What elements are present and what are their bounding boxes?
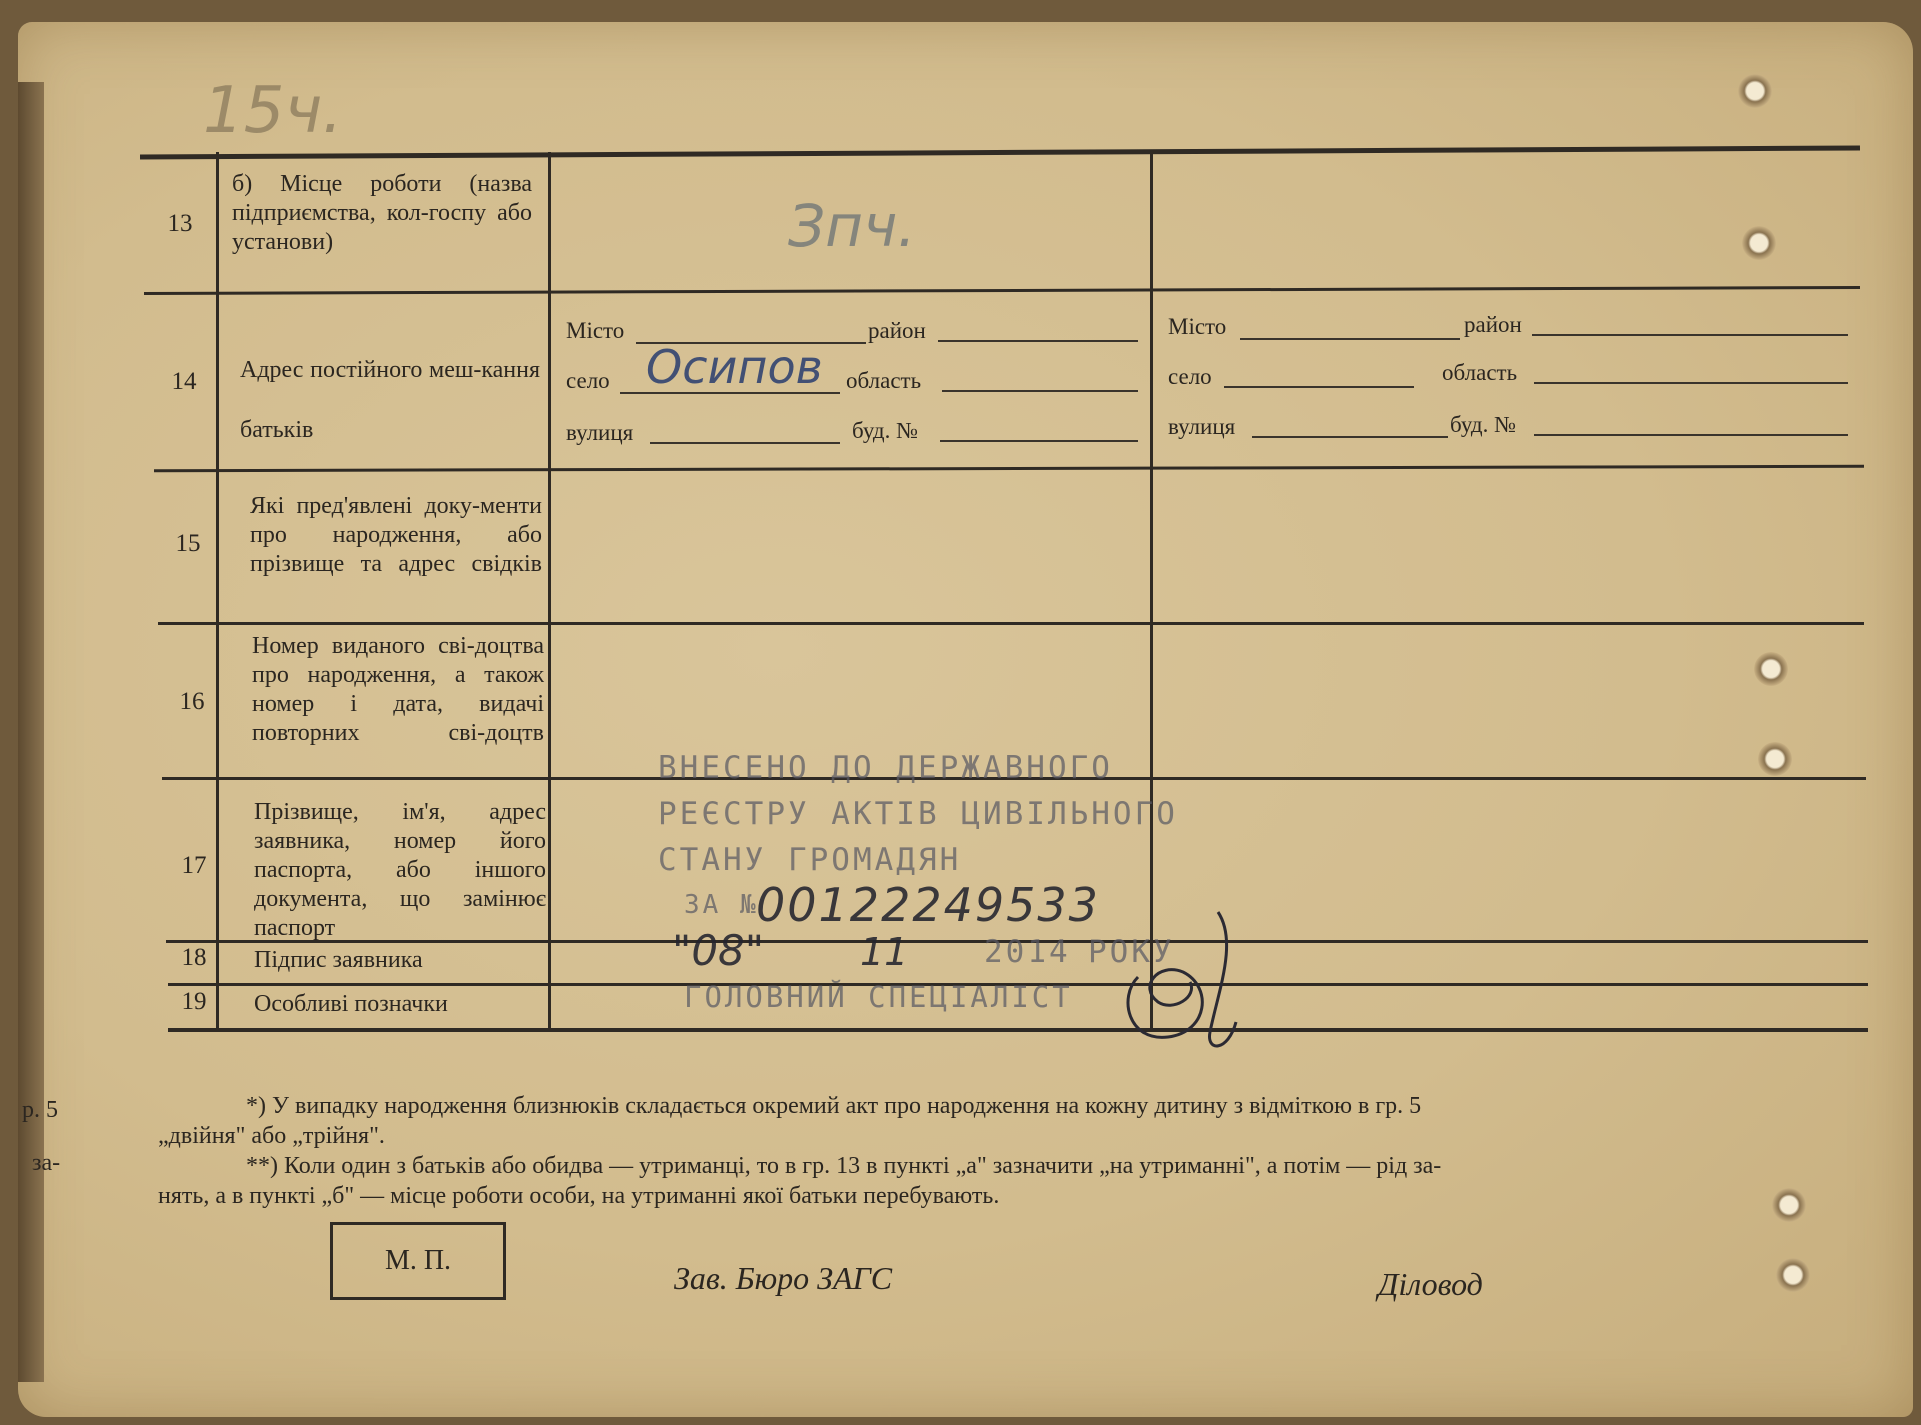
handwritten-page-number: 15ч. [203,74,343,148]
row-label-13: б) Місце роботи (назва підприємства, кол-госпу або установи) [232,171,532,255]
col-divider-parents [1150,152,1153,1030]
punch-hole [1738,74,1772,108]
city-line-2 [1240,338,1460,340]
city-label-1: Місто [566,318,625,343]
street-label-1: вулиця [566,420,634,445]
village-handwritten: Осипов [646,340,823,394]
table-bottom-border [168,1028,1868,1032]
street-label-2: вулиця [1168,414,1236,439]
city-label-2: Місто [1168,314,1227,339]
stamp-line-2: РЕЄСТРУ АКТІВ ЦИВІЛЬНОГО [658,796,1178,832]
row-label-18: Підпис заявника [254,947,423,973]
row-label-15: Які пред'явлені доку-менти про народження, або прізвище та адрес свідків [250,493,542,577]
row-divider-13-14 [144,286,1860,295]
row-number-13: 13 [167,210,193,237]
village-label-1: село [566,368,610,393]
street-line-1 [650,442,840,444]
punch-hole [1754,652,1788,686]
document-sheet [18,22,1913,1417]
row-label-19: Особливі позначки [254,991,448,1017]
margin-text-top: р. 5 [22,1097,58,1123]
clerk-label: Діловод [1378,1266,1483,1302]
row-number-15: 15 [175,530,201,557]
seal-label: М. П. [384,1245,452,1276]
col-divider-label [548,152,551,1030]
footnote-1-cont: „двійня" або „трійня". [158,1123,385,1149]
row-divider-15-16 [158,622,1864,625]
house-line-2 [1534,434,1848,436]
signature-mark [1098,902,1268,1072]
footnote-2: **) Коли один з батьків або обидва — утриманці, то в гр. 13 в пункті „а" зазначити „на утриманні", а потім — рід за- [246,1153,1442,1179]
row-label-14: Адрес постійного меш-кання батьків [240,357,540,443]
district-label-2: район [1464,312,1522,337]
row-number-19: 19 [181,988,207,1015]
row-number-16: 16 [179,688,205,715]
row-number-14: 14 [171,368,197,395]
table-top-border [140,145,1860,159]
row-number-18: 18 [181,944,207,971]
street-line-2 [1252,436,1448,438]
stamp-line-3: СТАНУ ГРОМАДЯН [658,842,962,878]
region-label-1: область [846,368,922,393]
punch-hole [1742,226,1776,260]
stamp-number-handwritten: 00122249533 [756,878,1100,932]
punch-hole [1776,1258,1810,1292]
house-line-1 [940,440,1138,442]
stamp-year: 2014 [984,934,1071,970]
district-label-1: район [868,318,926,343]
row-label-16: Номер виданого сві-доцтва про народження, а також номер і дата, видачі повторних сві-доцтв [252,633,544,746]
stamp-year-suffix: РОКУ [1088,934,1175,970]
col-divider-num [216,152,219,1030]
region-line-1 [942,390,1138,392]
footnote-1: *) У випадку народження близнюків складається окремий акт про народження на кожну дитину з відміткою в гр. 5 [246,1093,1422,1119]
row-number-17: 17 [181,852,207,879]
village-label-2: село [1168,364,1212,389]
stamp-line-1: ВНЕСЕНО ДО ДЕРЖАВНОГО [658,750,1113,786]
head-of-bureau-label: Зав. Бюро ЗАГС [674,1260,893,1296]
stamp-day-handwritten: "08" [672,926,765,975]
house-label-1: буд. № [852,418,919,443]
region-label-2: область [1442,360,1518,385]
row-divider-14-15 [154,465,1864,472]
margin-text-bottom: за- [32,1150,61,1176]
stamp-month-handwritten: 11 [860,930,909,974]
village-line-2 [1224,386,1414,388]
punch-hole [1772,1188,1806,1222]
row-label-17: Прізвище, ім'я, адрес заявника, номер його паспорта, або іншого документа, що замінює паспорт [254,799,546,941]
district-line-1 [938,340,1138,342]
workplace-handwritten: Зпч. [788,192,916,260]
punch-hole [1758,742,1792,776]
seal-box [330,1222,506,1300]
stamp-line-6: ГОЛОВНИЙ СПЕЦІАЛІСТ [684,980,1073,1014]
stamp-number-prefix: ЗА № [684,890,759,920]
footnote-2-cont: нять, а в пункті „б" — місце роботи особи, на утриманні якої батьки перебувають. [158,1183,1000,1209]
region-line-2 [1534,382,1848,384]
binding-edge [18,82,44,1382]
house-label-2: буд. № [1450,412,1517,437]
district-line-2 [1532,334,1848,336]
